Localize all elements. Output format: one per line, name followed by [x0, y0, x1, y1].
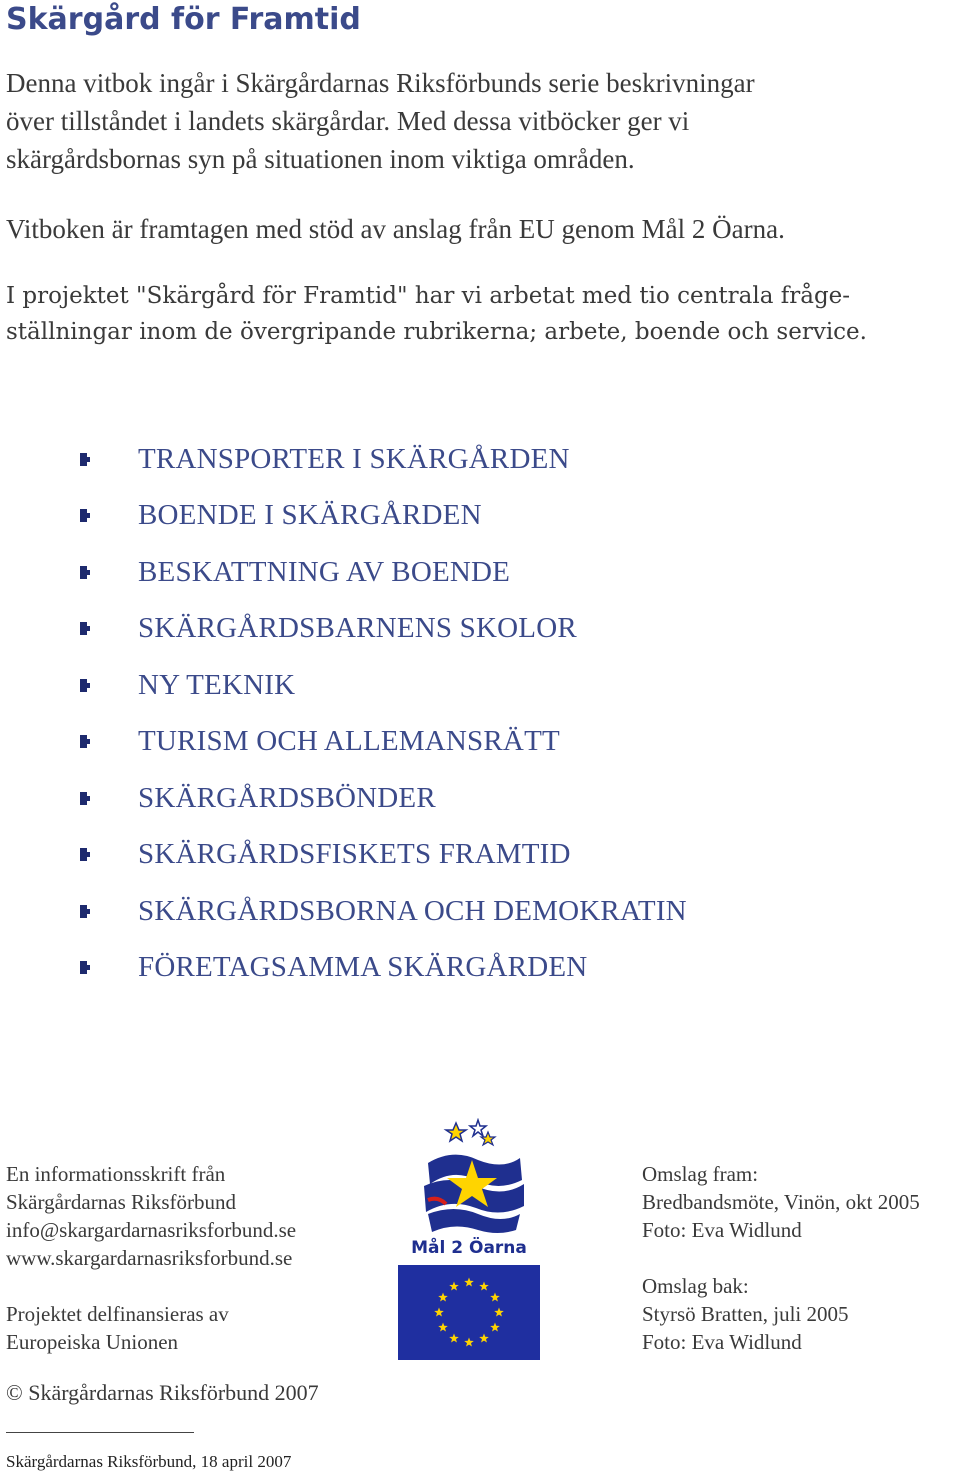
bullet-icon [80, 509, 90, 522]
topic-label: SKÄRGÅRDSBORNA OCH DEMOKRATIN [138, 894, 687, 927]
topic-label: TURISM OCH ALLEMANSRÄTT [138, 725, 560, 758]
list-item [80, 770, 687, 827]
page-footer: Skärgårdarnas Riksförbund, 18 april 2007 [6, 1452, 292, 1471]
project-line: I projektet "Skärgård för Framtid" har vi arbetat med tio centrala fråge- [6, 283, 851, 309]
star-icon [446, 1123, 466, 1141]
cover-back-photo: Foto: Eva Widlund [642, 1330, 802, 1354]
email-link[interactable]: info@skargardarnasriksforbund.se [6, 1218, 297, 1242]
list-item [80, 827, 687, 884]
topic-list [80, 431, 687, 996]
bullet-icon [80, 905, 90, 918]
bullet-icon [80, 622, 90, 635]
bullet-icon [80, 735, 90, 748]
bullet-icon [80, 792, 90, 805]
star-icon [470, 1120, 486, 1136]
cover-back-heading: Omslag bak: [642, 1274, 749, 1298]
support-paragraph [6, 210, 956, 248]
list-item [80, 544, 687, 601]
cover-front-photo: Foto: Eva Widlund [642, 1218, 802, 1242]
intro-line: Denna vitbok ingår i Skärgårdarnas Riksförbunds serie beskrivningar [6, 68, 755, 98]
bullet-icon [80, 961, 90, 974]
list-item [80, 488, 687, 545]
project-line: ställningar inom de övergripande rubrikerna; arbete, boende och service. [6, 319, 867, 345]
list-item [80, 883, 687, 940]
bullet-icon [80, 566, 90, 579]
mal2-oarna-logo [398, 1118, 540, 1266]
mal2-logo-icon [398, 1118, 540, 1266]
publisher-name: Skärgårdarnas Riksförbund [6, 1190, 236, 1214]
intro-paragraph [6, 64, 956, 178]
topic-label: SKÄRGÅRDSBARNENS SKOLOR [138, 612, 577, 645]
list-item [80, 940, 687, 997]
eu-flag-icon [398, 1265, 540, 1360]
list-item [80, 431, 687, 488]
project-paragraph [6, 278, 956, 350]
bullet-icon [80, 848, 90, 861]
list-item [80, 657, 687, 714]
topic-label: SKÄRGÅRDSFISKETS FRAMTID [138, 838, 571, 871]
publisher-line: En informationsskrift från [6, 1162, 226, 1186]
topic-label: TRANSPORTER I SKÄRGÅRDEN [138, 442, 570, 475]
footer-divider [6, 1432, 194, 1433]
funding-line: Europeiska Unionen [6, 1330, 179, 1354]
cover-front-heading: Omslag fram: [642, 1162, 759, 1186]
list-item [80, 601, 687, 658]
cover-front-caption: Bredbandsmöte, Vinön, okt 2005 [642, 1190, 920, 1214]
topic-label: BESKATTNING AV BOENDE [138, 555, 511, 588]
cover-info [642, 1160, 920, 1356]
cover-back-caption: Styrsö Bratten, juli 2005 [642, 1302, 849, 1326]
topic-label: SKÄRGÅRDSBÖNDER [138, 781, 436, 814]
bullet-icon [80, 679, 90, 692]
website-link[interactable]: www.skargardarnasriksforbund.se [6, 1246, 293, 1270]
list-item [80, 714, 687, 771]
support-line: Vitboken är framtagen med stöd av anslag från EU genom Mål 2 Öarna. [6, 214, 785, 244]
intro-line: över tillståndet i landets skärgårdar. Med dessa vitböcker ger vi [6, 106, 690, 136]
topic-label: NY TEKNIK [138, 668, 296, 701]
publisher-info [6, 1160, 296, 1356]
bullet-icon [80, 453, 90, 466]
funding-line: Projektet delfinansieras av [6, 1302, 229, 1326]
intro-line: skärgårdsbornas syn på situationen inom viktiga områden. [6, 144, 635, 174]
eu-flag [398, 1265, 540, 1360]
logo-text: Mål 2 Öarna [411, 1238, 527, 1258]
topic-label: FÖRETAGSAMMA SKÄRGÅRDEN [138, 951, 588, 984]
topic-label: BOENDE I SKÄRGÅRDEN [138, 499, 482, 532]
copyright-notice: © Skärgårdarnas Riksförbund 2007 [6, 1380, 319, 1405]
page-title: Skärgård för Framtid [6, 2, 361, 37]
